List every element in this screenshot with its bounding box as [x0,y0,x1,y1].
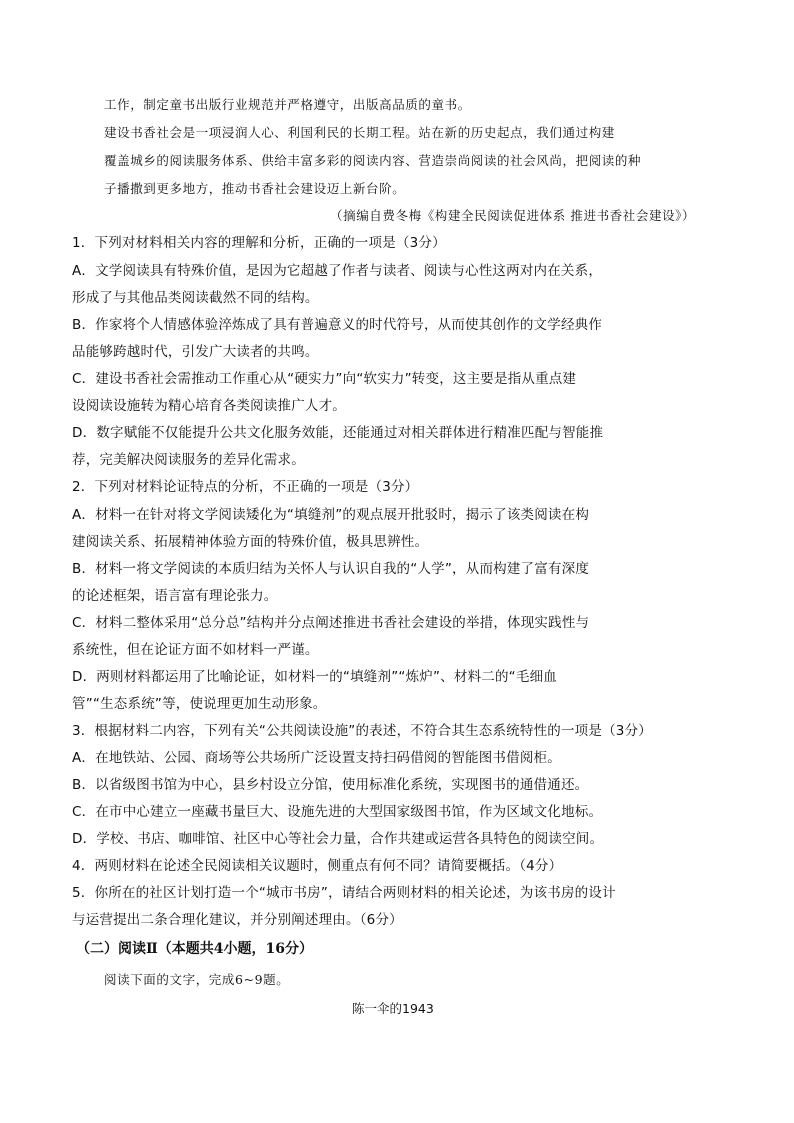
question-1-option-a-line-1: A．文学阅读具有特殊价值，是因为它超越了作者与读者、阅读与心性这两对内在关系， [72,263,603,279]
question-2-option-b-line-1: B．材料一将文学阅读的本质归结为关怀人与认识自我的“人学”，从而构建了富有深度 [72,561,590,577]
question-3-stem: 3．根据材料二内容，下列有关“公共阅读设施”的表述，不符合其生态系统特性的一项是（3分） [72,723,652,739]
question-2-option-a-line-1: A．材料一在针对将文学阅读矮化为“填缝剂”的观点展开批驳时，揭示了该类阅读在构 [72,507,590,523]
question-4-stem: 4．两则材料在论述全民阅读相关议题时，侧重点有何不同？请简要概括。（4分） [72,858,563,874]
question-1-option-c-line-1: C．建设书香社会需推动工作重心从“硬实力”向“软实力”转变，这主要是指从重点建 [72,371,577,387]
passage-line-4: 子播撒到更多地方，推动书香社会建设迈上新台阶。 [104,181,406,196]
story-title: 陈一伞的1943 [352,1001,434,1016]
question-2-option-d-line-1: D．两则材料都运用了比喻论证，如材料一的“填缝剂”“炼炉”、材料二的“毛细血 [72,669,557,685]
question-1-option-c-line-2: 设阅读设施转为精心培育各类阅读推广人才。 [72,398,346,414]
question-1-option-a-line-2: 形成了与其他品类阅读截然不同的结构。 [72,290,319,306]
question-3-option-a: A．在地铁站、公园、商场等公共场所广泛设置支持扫码借阅的智能图书借阅柜。 [72,750,561,766]
question-1-option-b-line-2: 品能够跨越时代，引发广大读者的共鸣。 [72,344,319,360]
passage-line-3: 覆盖城乡的阅读服务体系、供给丰富多彩的阅读内容、营造崇尚阅读的社会风尚，把阅读的种 [104,153,642,168]
section-heading: （二）阅读Ⅱ（本题共4小题，16分） [76,941,314,957]
question-1-option-b-line-1: B．作家将个人情感体验淬炼成了具有普遍意义的时代符号，从而使其创作的文学经典作 [72,317,603,333]
question-2-option-d-line-2: 管”“生态系统”等，使说理更加生动形象。 [72,696,327,712]
question-1-option-d-line-2: 荐，完美解决阅读服务的差异化需求。 [72,452,305,468]
question-2-option-b-line-2: 的论述框架，语言富有理论张力。 [72,588,278,604]
question-3-option-d: D．学校、书店、咖啡馆、社区中心等社会力量，合作共建或运营各具特色的阅读空间。 [72,831,604,847]
question-5-stem-line-1: 5．你所在的社区计划打造一个“城市书房”，请结合两则材料的相关论述，为该书房的设计 [72,885,616,901]
question-2-stem: 2．下列对材料论证特点的分析，不正确的一项是（3分） [72,479,419,495]
question-2-option-c-line-1: C．材料二整体采用“总分总”结构并分点阐述推进书香社会建设的举措，体现实践性与 [72,615,590,631]
question-1-stem: 1．下列对材料相关内容的理解和分析，正确的一项是（3分） [72,235,446,251]
question-1-option-d-line-1: D．数字赋能不仅能提升公共文化服务效能，还能通过对相关群体进行精准匹配与智能推 [72,425,604,441]
passage-line-2: 建设书香社会是一项浸润人心、利国利民的长期工程。站在新的历史起点，我们通过构建 [104,125,615,140]
source-note: （摘编自费冬梅《构建全民阅读促进体系 推进书香社会建设》） [330,208,696,223]
question-2-option-c-line-2: 系统性，但在论证方面不如材料一严谨。 [72,642,319,658]
question-3-option-c: C．在市中心建立一座藏书量巨大、设施先进的大型国家级图书馆，作为区域文化地标。 [72,804,603,820]
passage-line-1: 工作，制定童书出版行业规范并严格遵守，出版高品质的童书。 [104,97,471,112]
question-3-option-b: B．以省级图书馆为中心，县乡村设立分馆，使用标准化系统，实现图书的通借通还。 [72,777,589,793]
question-2-option-a-line-2: 建阅读关系、拓展精神体验方面的特殊价值，极具思辨性。 [72,534,429,550]
instruction: 阅读下面的文字，完成6~9题。 [104,972,290,987]
question-5-stem-line-2: 与运营提出二条合理化建议，并分别阐述理由。（6分） [72,912,403,928]
